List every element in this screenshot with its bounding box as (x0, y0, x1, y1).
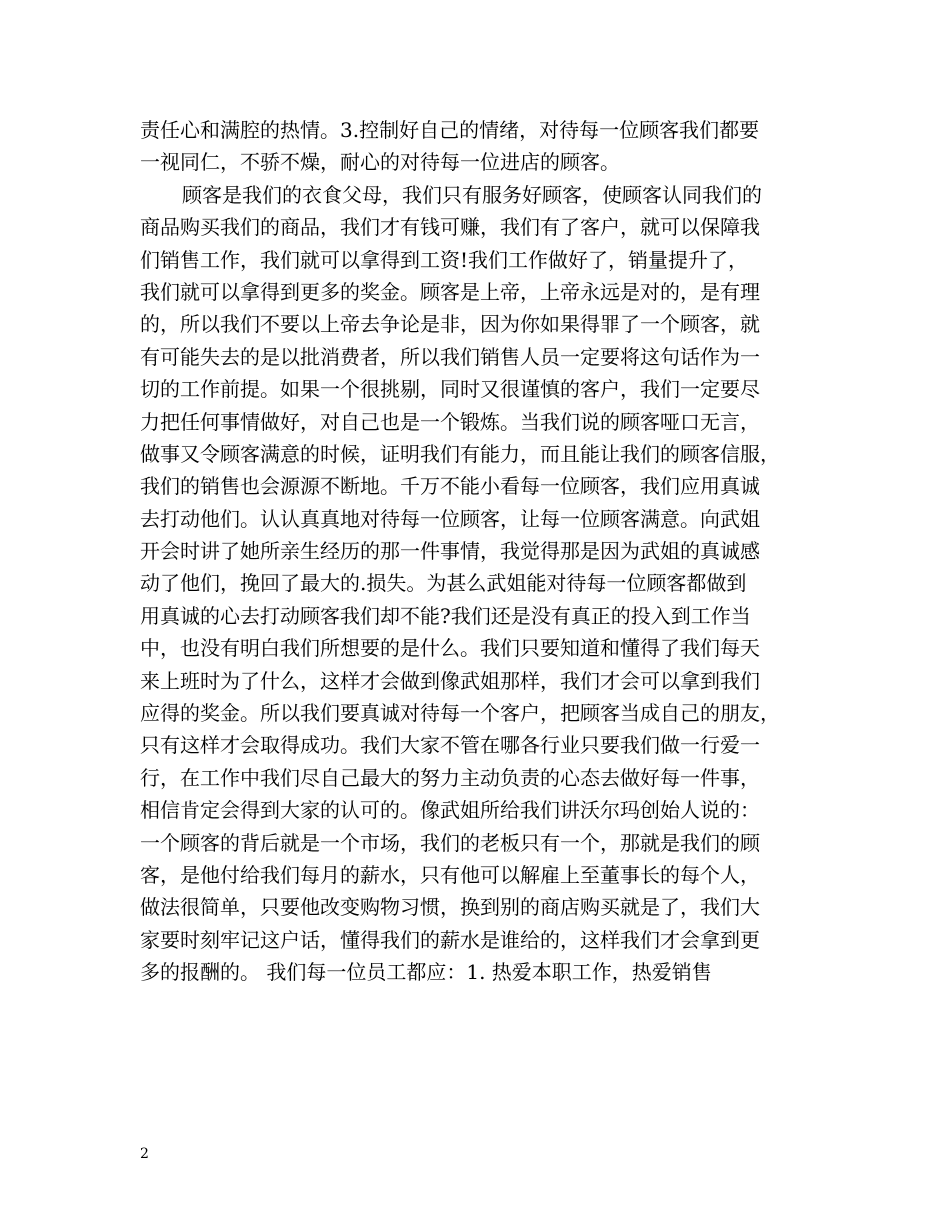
text-line: 一视同仁，不骄不燥，耐心的对待每一位进店的顾客。 (140, 150, 620, 175)
body-text (140, 114, 830, 989)
text-line: 家要时刻牢记这户话，懂得我们的薪水是谁给的，这样我们才会拿到更 (140, 927, 760, 952)
text-line: 只有这样才会取得成功。我们大家不管在哪各行业只要我们做一行爱一 (140, 733, 760, 758)
text-line: 中，也没有明白我们所想要的是什么。我们只要知道和懂得了我们每天 (140, 636, 760, 661)
text-line: 应得的奖金。所以我们要真诚对待每一个客户，把顾客当成自己的朋友， (140, 701, 780, 726)
text-line: 有可能失去的是以批消费者，所以我们销售人员一定要将这句话作为一 (140, 344, 760, 369)
text-line: 来上班时为了什么，这样才会做到像武姐那样，我们才会可以拿到我们 (140, 668, 760, 693)
text-line: 相信肯定会得到大家的认可的。像武姐所给我们讲沃尔玛创始人说的： (140, 798, 760, 823)
text-line: 我们的销售也会源源不断地。千万不能小看每一位顾客，我们应用真诚 (140, 474, 760, 499)
text-line: 切的工作前提。如果一个很挑剔，同时又很谨慎的客户，我们一定要尽 (140, 377, 760, 402)
page-number: 2 (140, 1146, 149, 1162)
text-line: 责任心和满腔的热情。3.控制好自己的情绪，对待每一位顾客我们都要 (140, 118, 760, 142)
text-line: 做事又令顾客满意的时候，证明我们有能力，而且能让我们的顾客信服， (140, 441, 780, 466)
text-line: 行，在工作中我们尽自己最大的努力主动负责的心态去做好每一件事， (140, 765, 760, 790)
text-line: 的，所以我们不要以上帝去争论是非，因为你如果得罪了一个顾客，就 (140, 312, 760, 337)
text-line: 用真诚的心去打动顾客我们却不能?我们还是没有真正的投入到工作当 (140, 603, 751, 628)
text-line: 我们就可以拿得到更多的奖金。顾客是上帝，上帝永远是对的，是有理 (140, 279, 760, 304)
text-line: 动了他们，挽回了最大的.损失。为甚么武姐能对待每一位顾客都做到 (140, 571, 747, 596)
text-line: 力把任何事情做好，对自己也是一个锻炼。当我们说的顾客哑口无言， (140, 409, 760, 434)
text-line: 商品购买我们的商品，我们才有钱可赚，我们有了客户，就可以保障我 (140, 215, 760, 240)
text-line: 客，是他付给我们每月的薪水，只有他可以解雇上至董事长的每个人， (140, 862, 760, 887)
paragraph-start-line: 顾客是我们的衣食父母，我们只有服务好顾客，使顾客认同我们的 (182, 182, 762, 207)
text-line: 开会时讲了她所亲生经历的那一件事情，我觉得那是因为武姐的真诚感 (140, 539, 760, 564)
text-line: 去打动他们。认认真真地对待每一位顾客，让每一位顾客满意。向武姐 (140, 506, 760, 531)
text-line: 多的报酬的。 我们每一位员工都应：1. 热爱本职工作，热爱销售 (140, 960, 712, 985)
text-line: 做法很简单，只要他改变购物习惯，换到别的商店购买就是了，我们大 (140, 895, 760, 920)
text-line: 们销售工作，我们就可以拿得到工资!我们工作做好了，销量提升了， (140, 247, 749, 272)
text-line: 一个顾客的背后就是一个市场，我们的老板只有一个，那就是我们的顾 (140, 830, 760, 855)
